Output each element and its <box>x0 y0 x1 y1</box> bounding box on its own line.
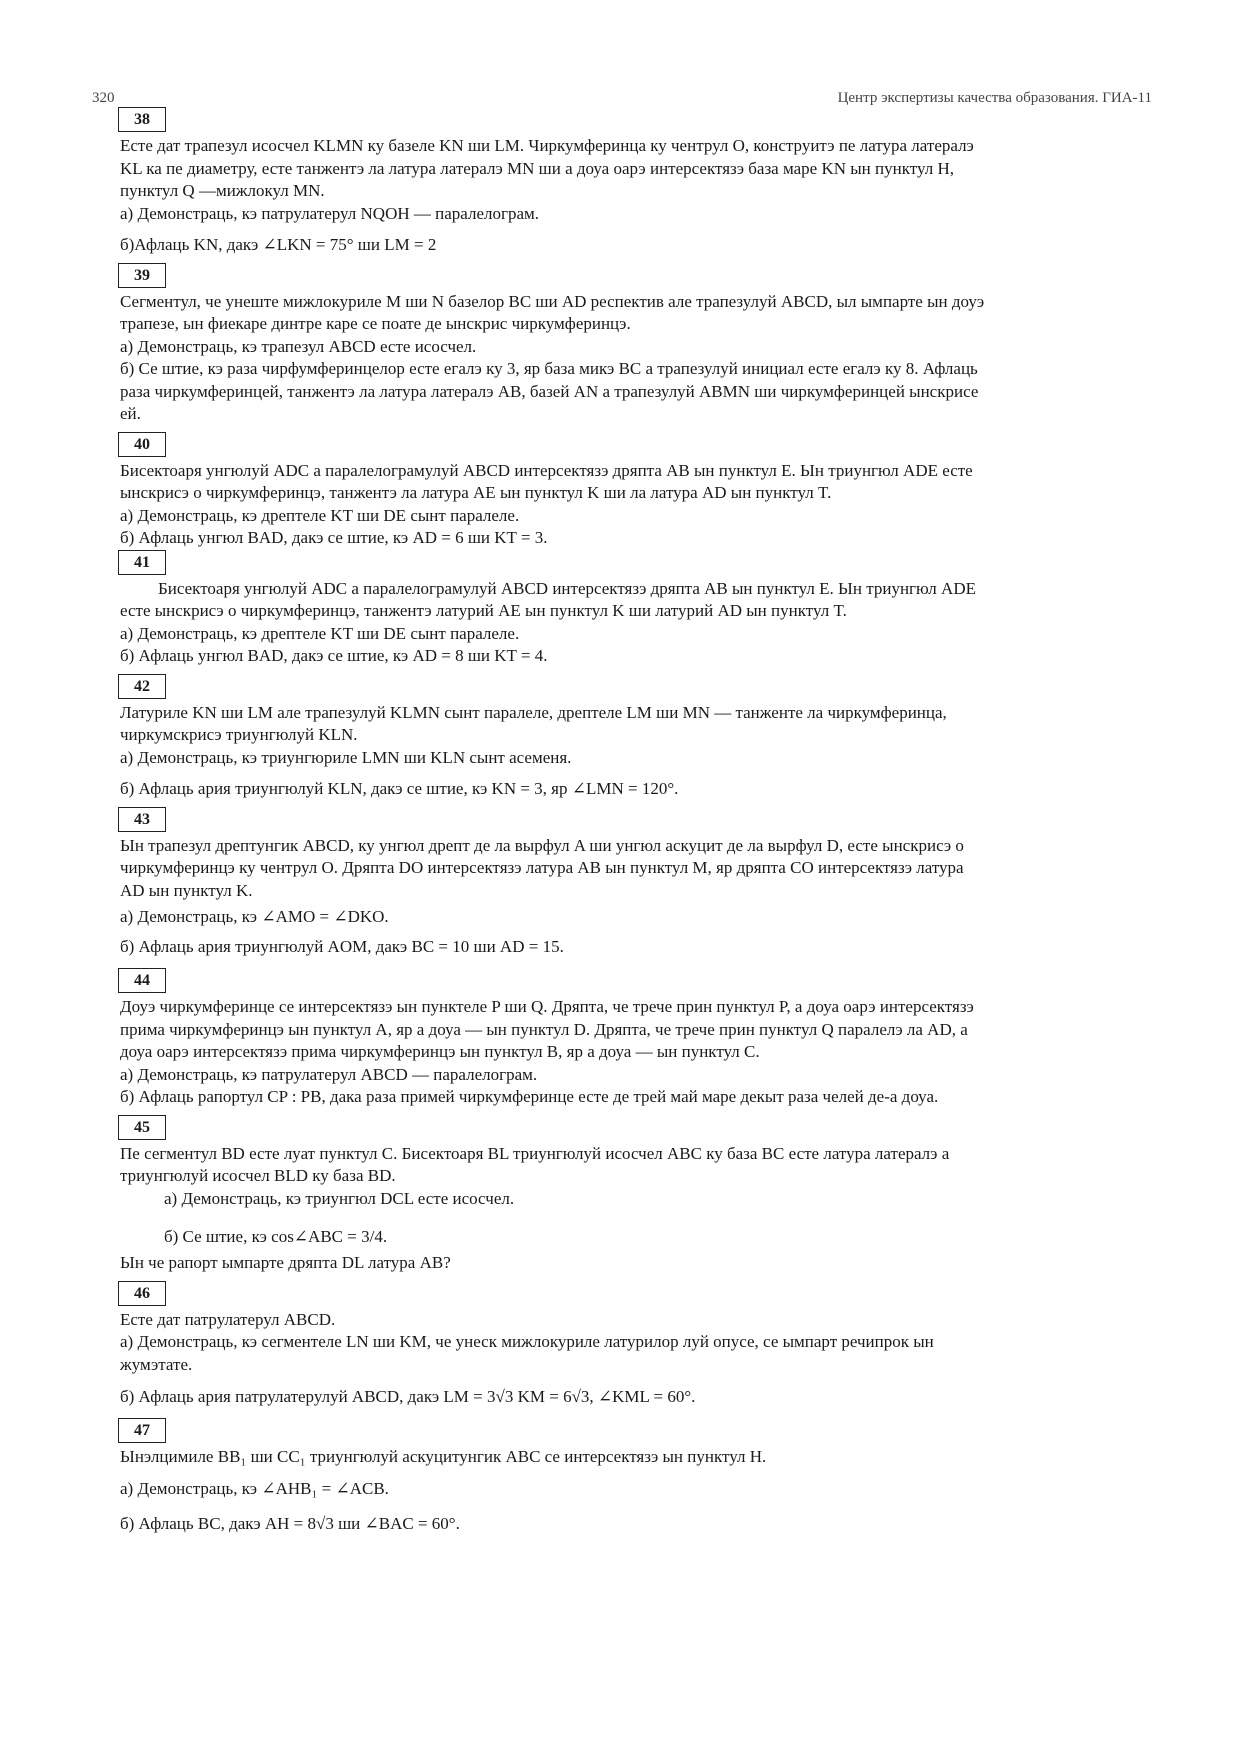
problem-text: чиркумскрисэ триунгюлуй KLN. <box>120 725 358 744</box>
problem-43 <box>120 807 1130 963</box>
problem-part-b: б)Афлаць KN, дакэ ∠LKN = 75° ши LM = 2 <box>120 235 437 254</box>
problem-text: доуа оарэ интерсектязэ прима чиркумферинцэ ын пунктул B, яр а доуа — ын пунктул C. <box>120 1042 760 1061</box>
problem-number: 39 <box>118 263 166 288</box>
problem-41 <box>120 550 1130 668</box>
problem-part-b: б) Афлаць ария триунгюлуй KLN, дакэ се штие, кэ KN = 3, яр ∠LMN = 120°. <box>120 779 679 798</box>
problem-part-b: б) Се штие, кэ раза чирфумферинцелор есте егалэ ку 3, яр база микэ BC а трапезулуй инициал есте егалэ ку 8. Афлаць <box>120 359 978 378</box>
problem-text: Ын трапезул дрептунгик ABCD, ку унгюл дрепт де ла вырфул A ши унгюл аскуцит де ла вырфул D, есте ынскрисэ о <box>120 835 964 855</box>
problem-text: Есте дат трапезул исосчел KLMN ку базеле KN ши LM. Чиркумферинца ку чентрул O, конструитэ пе латура латералэ <box>120 136 974 155</box>
problem-text: триунгюлуй исосчел BLD ку база BD. <box>120 1166 396 1185</box>
problem-47 <box>120 1418 1130 1539</box>
problem-part-b: б) Афлаць ария триунгюлуй AOM, дакэ BC = 10 ши AD = 15. <box>120 937 564 956</box>
problem-text: есте ынскрисэ о чиркумферинцэ, танжентэ латурий AE ын пунктул K ши латурий AD ын пунктул T. <box>120 601 847 620</box>
problem-42 <box>120 674 1130 801</box>
problem-text: ынскрисэ о чиркумферинцэ, танжентэ ла латура AE ын пунктул K ши ла латура AD ын пунктул T. <box>120 483 832 502</box>
problem-part-b: б) Афлаць унгюл BAD, дакэ се штие, кэ AD = 6 ши KT = 3. <box>120 528 548 547</box>
problem-number: 46 <box>118 1281 166 1306</box>
problem-45 <box>120 1115 1130 1275</box>
problem-part-a: а) Демонстраць, кэ патрулатерул ABCD — паралелограм. <box>120 1064 538 1084</box>
header-title: Центр экспертизы качества образования. ГИА-11 <box>837 90 1152 106</box>
problem-part-a: а) Демонстраць, кэ ∠AHB₁ = ∠ACB. <box>120 1478 389 1498</box>
problem-44 <box>120 968 1130 1109</box>
problem-text: Бисектоаря унгюлуй ADC а паралелограмулуй ABCD интерсектязэ дряпта AB ын пунктул E. Ын триунгюл ADE <box>158 578 976 598</box>
problem-text: AD ын пунктул K. <box>120 880 253 900</box>
problem-question: Ын че рапорт ымпарте дряпта DL латура AB? <box>120 1253 451 1272</box>
problem-text: Сегментул, че унеште мижлокуриле M ши N базелор BC ши AD респектив але трапезулуй ABCD, ыл ымпарте ын доуэ <box>120 291 985 311</box>
problem-part-a: жумэтате. <box>120 1354 193 1374</box>
problem-part-a: а) Демонстраць, кэ триунгюриле LMN ши KLN сынт асеменя. <box>120 747 572 767</box>
problem-38 <box>120 107 1130 257</box>
problem-part-a: а) Демонстраць, кэ сегментеле LN ши KM, че унеск мижлокуриле латурилор луй опусе, се ымпарт речипрок ын <box>120 1332 934 1351</box>
page-number: 320 <box>92 90 115 106</box>
problem-number: 43 <box>118 807 166 832</box>
problem-part-a: а) Демонстраць, кэ патрулатерул NQOH — паралелограм. <box>120 203 539 223</box>
problem-part-b: б) Се штие, кэ cos∠ABC = 3/4. <box>164 1227 388 1246</box>
problem-text: Пе сегментул BD есте луат пунктул C. Бисектоаря BL триунгюлуй исосчел ABC ку база BC есте латура латералэ а <box>120 1143 950 1163</box>
problem-part-a: а) Демонстраць, кэ дрептеле KT ши DE сынт паралеле. <box>120 623 520 643</box>
problem-part-b: б) Афлаць рапортул CP : PB, дака раза примей чиркумферинце есте де трей май маре декыт раза челей де-а доуа. <box>120 1087 939 1106</box>
problem-text: чиркумферинцэ ку чентрул O. Дряпта DO интерсектязэ латура AB ын пунктул M, яр дряпта CO интерсектязэ латура <box>120 858 964 877</box>
problem-number: 47 <box>118 1418 166 1443</box>
problem-text: Доуэ чиркумферинце се интерсектязэ ын пунктеле P ши Q. Дряпта, че трече прин пунктул P, а доуа оарэ интерсектязэ <box>120 997 974 1016</box>
problem-text: Бисектоаря унгюлуй ADC а паралелограмулуй ABCD интерсектязэ дряпта AB ын пунктул E. Ын триунгюл ADE есте <box>120 460 973 480</box>
problem-number: 45 <box>118 1115 166 1140</box>
problem-part-a: а) Демонстраць, кэ трапезул ABCD есте исосчел. <box>120 336 477 356</box>
problem-part-a: а) Демонстраць, кэ ∠AMO = ∠DKO. <box>120 907 389 926</box>
problem-number: 44 <box>118 968 166 993</box>
problem-text: Есте дат патрулатерул ABCD. <box>120 1309 336 1329</box>
problem-46 <box>120 1281 1130 1413</box>
problem-text: KL ка пе диаметру, есте танжентэ ла латура латералэ MN ши а доуа оарэ интерсектязэ база маре KN ын пунктул H, <box>120 158 954 178</box>
problem-text: Латуриле KN ши LM але трапезулуй KLMN сынт паралеле, дрептеле LM ши MN — танженте ла чиркумферинца, <box>120 702 947 722</box>
problem-part-b: б) Афлаць ария патрулатерулуй ABCD, дакэ LM = 3√3 KM = 6√3, ∠KML = 60°. <box>120 1387 696 1406</box>
problem-part-a: а) Демонстраць, кэ триунгюл DCL есте исосчел. <box>164 1188 515 1208</box>
problem-part-b: б) Афлаць унгюл BAD, дакэ се штие, кэ AD = 8 ши KT = 4. <box>120 646 548 665</box>
problem-list <box>120 107 1130 1539</box>
problem-text: пунктул Q —мижлокул MN. <box>120 181 325 200</box>
problem-part-b: б) Афлаць BC, дакэ AH = 8√3 ши ∠BAC = 60°. <box>120 1514 460 1533</box>
problem-number: 42 <box>118 674 166 699</box>
problem-number: 40 <box>118 432 166 457</box>
problem-text: Ынэлцимиле BB₁ ши CC₁ триунгюлуй аскуцитунгик ABC се интерсектязэ ын пунктул H. <box>120 1447 767 1466</box>
problem-text: прима чиркумферинцэ ын пунктул A, яр а доуа — ын пунктул D. Дряпта, че трече прин пунктул Q паралелэ ла AD, а <box>120 1019 968 1039</box>
problem-40 <box>120 432 1130 550</box>
problem-number: 38 <box>118 107 166 132</box>
problem-39 <box>120 263 1130 426</box>
problem-number: 41 <box>118 550 166 575</box>
problem-text: трапезе, ын фиекаре динтре каре се поате де ынскрис чиркумферинцэ. <box>120 314 631 333</box>
problem-part-a: а) Демонстраць, кэ дрептеле KT ши DE сынт паралеле. <box>120 505 520 525</box>
problem-part-b: ей. <box>120 404 141 423</box>
problem-part-b: раза чиркумферинцей, танжентэ ла латура латералэ AB, базей AN а трапезулуй ABMN ши чиркумферинцей ынскрисе <box>120 381 979 401</box>
